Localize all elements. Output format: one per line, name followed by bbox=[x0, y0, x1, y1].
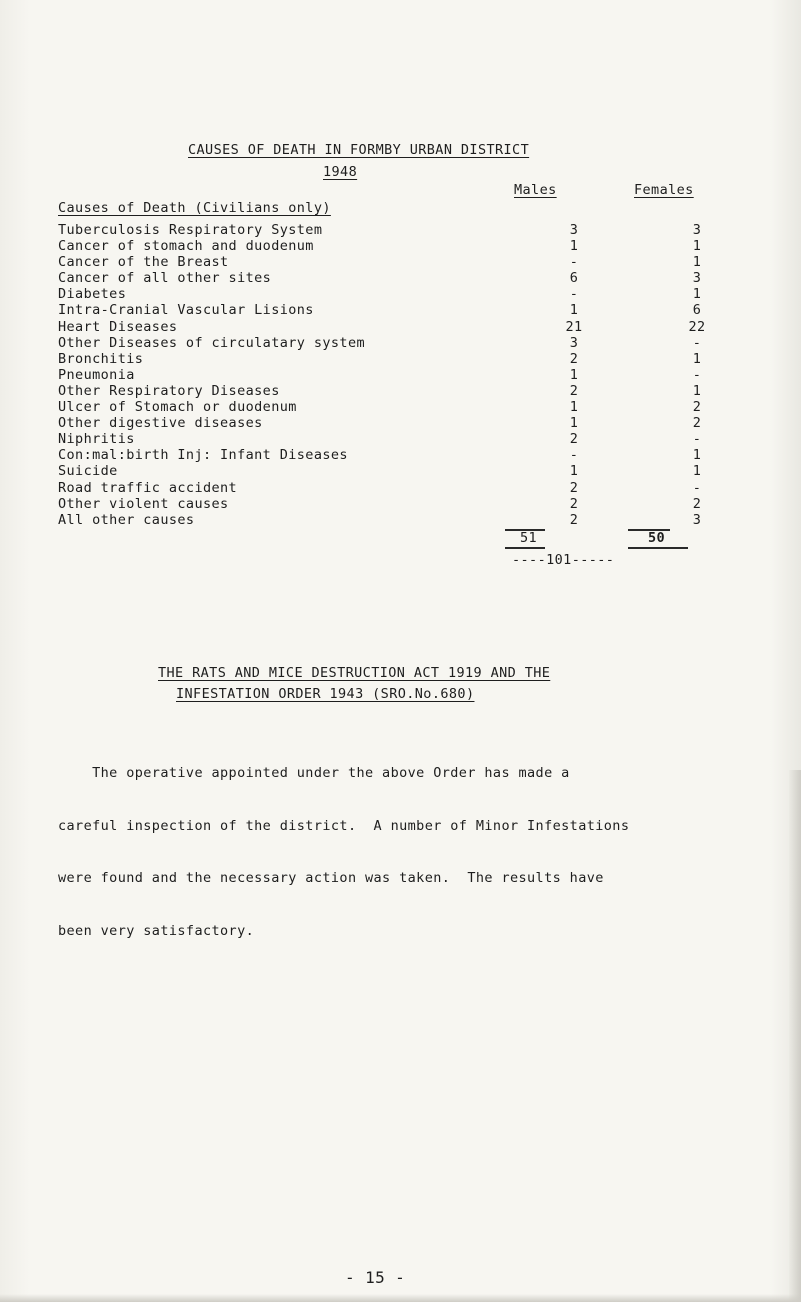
females-value: 22 bbox=[688, 318, 706, 335]
males-column-header: Males bbox=[514, 182, 557, 198]
cause-label: Other Diseases of circulatary system bbox=[58, 334, 365, 351]
table-row bbox=[58, 238, 758, 254]
females-value: - bbox=[692, 479, 702, 496]
section-title-line-1: THE RATS AND MICE DESTRUCTION ACT 1919 AND THE bbox=[158, 665, 551, 681]
females-value: 1 bbox=[692, 463, 702, 480]
cause-label: Con:mal:birth Inj: Infant Diseases bbox=[58, 447, 348, 464]
table-row bbox=[58, 463, 758, 479]
table-row bbox=[58, 286, 758, 302]
females-value: 3 bbox=[692, 270, 702, 287]
males-value: 21 bbox=[565, 318, 583, 335]
females-total-rule-bottom bbox=[628, 547, 688, 549]
table-row bbox=[58, 431, 758, 447]
cause-label: Diabetes bbox=[58, 286, 127, 303]
males-value: 3 bbox=[569, 222, 579, 238]
females-value: 1 bbox=[692, 254, 702, 271]
cause-label: Niphritis bbox=[58, 431, 135, 448]
grand-total: ----101----- bbox=[512, 552, 615, 568]
table-row bbox=[58, 319, 758, 335]
section-paragraph bbox=[58, 730, 629, 975]
page-number: - 15 - bbox=[345, 1268, 406, 1287]
cause-label: All other causes bbox=[58, 511, 195, 528]
males-value: - bbox=[569, 286, 579, 303]
table-row bbox=[58, 512, 758, 528]
males-value: 1 bbox=[569, 463, 579, 480]
cause-label: Heart Diseases bbox=[58, 318, 178, 335]
males-value: 1 bbox=[569, 366, 579, 383]
males-total: 51 bbox=[520, 530, 538, 546]
females-value: 1 bbox=[692, 238, 702, 255]
paragraph-line: were found and the necessary action was taken. The results have bbox=[58, 870, 604, 886]
cause-label: Other Respiratory Diseases bbox=[58, 382, 280, 399]
females-value: 1 bbox=[692, 382, 702, 399]
section-title-line-2: INFESTATION ORDER 1943 (SRO.No.680) bbox=[176, 686, 475, 702]
table-row bbox=[58, 383, 758, 399]
table-row bbox=[58, 496, 758, 512]
males-value: 1 bbox=[569, 399, 579, 416]
table-row bbox=[58, 447, 758, 463]
females-value: - bbox=[692, 334, 702, 351]
females-value: - bbox=[692, 431, 702, 448]
table-row bbox=[58, 351, 758, 367]
page-edge-shadow bbox=[789, 770, 801, 1302]
females-value: 2 bbox=[692, 399, 702, 416]
cause-label: Other violent causes bbox=[58, 495, 229, 512]
females-value: 3 bbox=[692, 511, 702, 528]
table-row bbox=[58, 254, 758, 270]
document-year: 1948 bbox=[323, 164, 358, 180]
table-row bbox=[58, 222, 758, 238]
females-value: 2 bbox=[692, 415, 702, 432]
males-value: 3 bbox=[569, 334, 579, 351]
females-total: 50 bbox=[648, 530, 666, 546]
males-value: 1 bbox=[569, 415, 579, 432]
cause-label: Tuberculosis Respiratory System bbox=[58, 222, 323, 238]
males-value: 6 bbox=[569, 270, 579, 287]
males-value: 1 bbox=[569, 238, 579, 255]
males-value: 2 bbox=[569, 495, 579, 512]
causes-table bbox=[58, 222, 758, 528]
table-row bbox=[58, 367, 758, 383]
females-value: 3 bbox=[692, 222, 702, 238]
cause-label: Ulcer of Stomach or duodenum bbox=[58, 399, 297, 416]
document-title: CAUSES OF DEATH IN FORMBY URBAN DISTRICT bbox=[188, 142, 530, 158]
females-value: 2 bbox=[692, 495, 702, 512]
cause-label: Suicide bbox=[58, 463, 118, 480]
cause-label: Other digestive diseases bbox=[58, 415, 263, 432]
cause-label: Bronchitis bbox=[58, 350, 144, 367]
cause-label: Intra-Cranial Vascular Lisions bbox=[58, 302, 314, 319]
females-value: 1 bbox=[692, 286, 702, 303]
males-value: 2 bbox=[569, 382, 579, 399]
table-row bbox=[58, 270, 758, 286]
table-row bbox=[58, 480, 758, 496]
females-value: 1 bbox=[692, 447, 702, 464]
males-value: 2 bbox=[569, 479, 579, 496]
cause-label: Road traffic accident bbox=[58, 479, 238, 496]
cause-label: Pneumonia bbox=[58, 366, 135, 383]
males-value: - bbox=[569, 254, 579, 271]
cause-label: Cancer of all other sites bbox=[58, 270, 272, 287]
table-row bbox=[58, 302, 758, 318]
males-value: 2 bbox=[569, 511, 579, 528]
males-value: 2 bbox=[569, 431, 579, 448]
females-value: - bbox=[692, 366, 702, 383]
page-bottom-edge bbox=[0, 1294, 801, 1302]
females-value: 1 bbox=[692, 350, 702, 367]
table-row bbox=[58, 399, 758, 415]
paragraph-line: The operative appointed under the above Order has made a bbox=[58, 765, 570, 781]
table-row bbox=[58, 335, 758, 351]
table-row bbox=[58, 415, 758, 431]
paragraph-line: been very satisfactory. bbox=[58, 922, 255, 939]
cause-label: Cancer of stomach and duodenum bbox=[58, 238, 314, 255]
males-value: 2 bbox=[569, 350, 579, 367]
males-total-rule-bottom bbox=[505, 547, 545, 549]
males-value: 1 bbox=[569, 302, 579, 319]
males-value: - bbox=[569, 447, 579, 464]
paragraph-line: careful inspection of the district. A number of Minor Infestations bbox=[58, 817, 630, 834]
females-value: 6 bbox=[692, 302, 702, 319]
cause-label: Cancer of the Breast bbox=[58, 254, 229, 271]
females-column-header: Females bbox=[634, 182, 694, 198]
causes-column-header: Causes of Death (Civilians only) bbox=[58, 200, 331, 216]
